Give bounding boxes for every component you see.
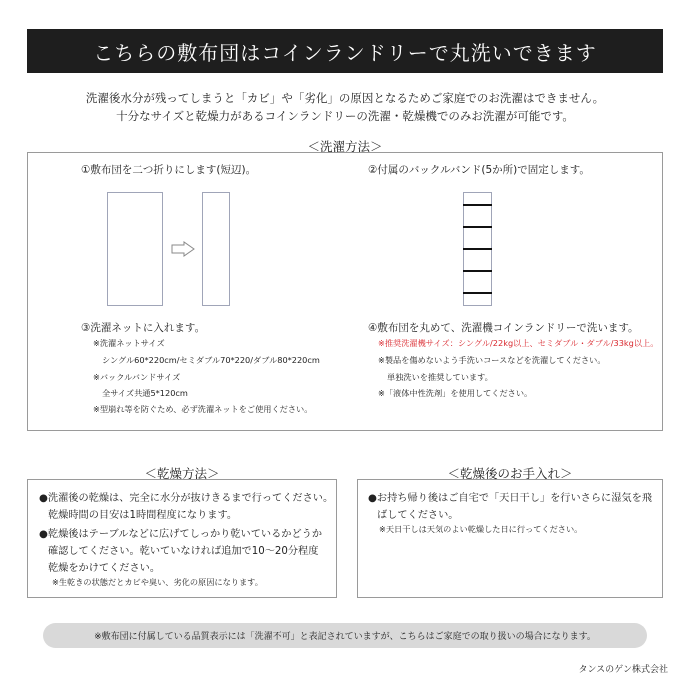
washing-title: ＜洗濯方法＞ xyxy=(307,139,383,154)
wash-step-3-note: ※バックルバンドサイズ xyxy=(93,372,181,382)
futon-unfolded xyxy=(107,192,163,306)
company-name: タンスのゲン株式会社 xyxy=(578,665,668,675)
drying-line: 乾燥時間の目安は1時間程度になります。 xyxy=(48,510,238,521)
buckle-band xyxy=(463,204,492,206)
futon-folded xyxy=(202,192,230,306)
wash-step-4-note: 単独洗いを推奨しています。 xyxy=(387,372,493,382)
banner-title: こちらの敷布団はコインランドリーで丸洗いできます xyxy=(27,29,663,73)
wash-step-4-note-red: ※推奨洗濯機サイズ：シングル/22kg以上、セミダブル・ダブル/33kg以上。 xyxy=(378,338,659,348)
intro-line-2: 十分なサイズと乾燥力があるコインランドリーの洗濯・乾燥機でのみお洗濯が可能です。 xyxy=(116,109,574,123)
drying-line: ●乾燥後はテーブルなどに広げてしっかり乾いているかどうか xyxy=(39,529,323,540)
buckle-band xyxy=(463,226,492,228)
washing-box xyxy=(27,152,663,431)
care-box xyxy=(357,479,663,598)
wash-step-4: ④敷布団を丸めて、洗濯機コインランドリーで洗います。 xyxy=(368,322,639,334)
wash-step-4-note: ※製品を傷めないよう手洗いコースなどを洗濯してください。 xyxy=(378,355,606,365)
drying-note: ※生乾きの状態だとカビや臭い、劣化の原因になります。 xyxy=(52,577,263,587)
care-note: ※天日干しは天気のよい乾燥した日に行ってください。 xyxy=(379,524,583,534)
bottom-note: ※敷布団に付属している品質表示には「洗濯不可」と表記されていますが、こちらはご家庭での取り扱いの場合になります。 xyxy=(43,623,647,648)
arrow-right-icon xyxy=(171,241,195,257)
care-line: ●お持ち帰り後はご自宅で「天日干し」を行いさらに湿気を飛 xyxy=(368,493,652,504)
buckle-band xyxy=(463,270,492,272)
futon-with-buckle-bands xyxy=(463,192,492,306)
wash-step-3-note: ※型崩れ等を防ぐため、必ず洗濯ネットをご使用ください。 xyxy=(93,404,313,414)
care-title: ＜乾燥後のお手入れ＞ xyxy=(447,466,573,481)
intro-line-1: 洗濯後水分が残ってしまうと「カビ」や「劣化」の原因となるためご家庭でのお洗濯はできません。 xyxy=(85,91,605,105)
care-line: ばしてください。 xyxy=(377,510,459,521)
wash-step-3-note: シングル60*220cm/セミダブル70*220/ダブル80*220cm xyxy=(102,355,320,365)
wash-step-3-note: ※洗濯ネットサイズ xyxy=(93,338,165,348)
buckle-band xyxy=(463,292,492,294)
buckle-band xyxy=(463,248,492,250)
drying-box xyxy=(27,479,337,598)
drying-line: 乾燥をかけてください。 xyxy=(48,563,161,574)
drying-line: ●洗濯後の乾燥は、完全に水分が抜けきるまで行ってください。 xyxy=(39,493,334,504)
wash-step-4-note: ※「液体中性洗剤」を使用してください。 xyxy=(378,388,533,398)
drying-line: 確認してください。乾いていなければ追加で10～20分程度 xyxy=(48,546,319,557)
drying-title: ＜乾燥方法＞ xyxy=(144,466,220,481)
wash-step-3-note: 全サイズ共通5*120cm xyxy=(102,388,188,398)
wash-step-3: ③洗濯ネットに入れます。 xyxy=(81,322,206,334)
wash-step-2: ②付属のバックルバンド(5か所)で固定します。 xyxy=(368,164,590,176)
wash-step-1: ①敷布団を二つ折りにします(短辺)。 xyxy=(81,164,257,176)
